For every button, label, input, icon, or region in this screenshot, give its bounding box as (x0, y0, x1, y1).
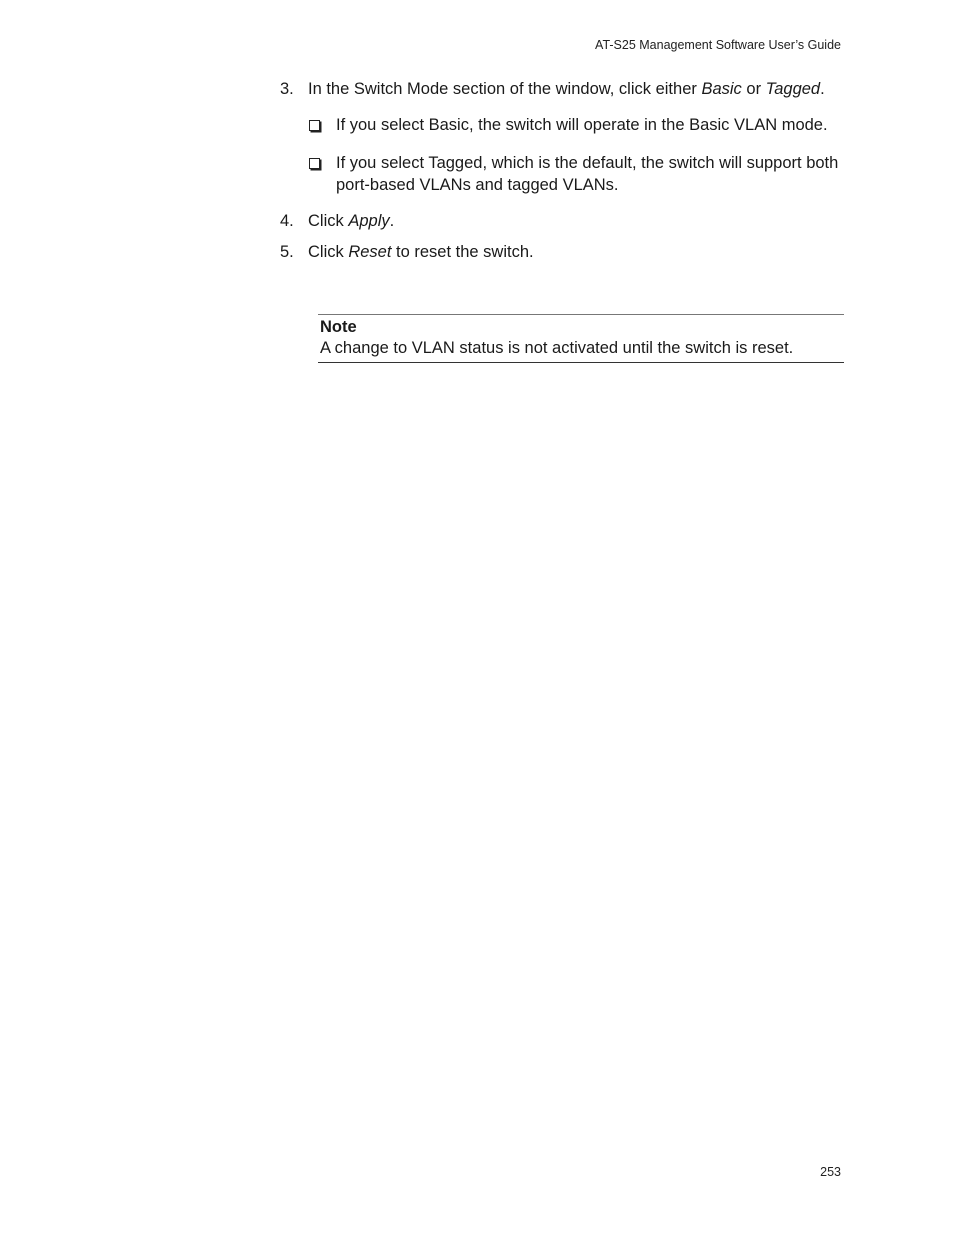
step-text-part: Click (308, 243, 349, 261)
emphasis-reset: Reset (348, 243, 392, 261)
list-item-text: If you select Basic, the switch will operate in the Basic VLAN mode. (336, 116, 828, 134)
checkbox-bullet-icon (308, 114, 336, 136)
step-text-part: . (820, 80, 825, 98)
step-3-options (308, 114, 842, 196)
checkbox-bullet-icon (308, 152, 336, 196)
step-number: 4. (280, 212, 294, 230)
step-text-part: Click (308, 212, 349, 230)
running-header: AT-S25 Management Software User’s Guide (595, 38, 841, 52)
step-text (308, 241, 842, 263)
step-text (308, 210, 842, 232)
note-box (318, 314, 844, 363)
step-3 (280, 78, 842, 100)
step-text (308, 78, 842, 100)
step-text-part: or (741, 80, 766, 98)
page-number: 253 (820, 1165, 841, 1179)
step-number: 5. (280, 243, 294, 261)
procedure-steps (280, 78, 842, 272)
step-text-part: . (389, 212, 395, 230)
step-4 (280, 210, 842, 232)
list-item (308, 152, 842, 196)
emphasis-basic: Basic (701, 80, 742, 98)
list-item (308, 114, 842, 136)
emphasis-tagged: Tagged (765, 80, 821, 98)
note-title: Note (320, 318, 357, 336)
step-text-part: to reset the switch. (391, 243, 534, 261)
step-5 (280, 241, 842, 263)
emphasis-apply: Apply (348, 212, 390, 230)
list-item-text: If you select Tagged, which is the default, the switch will support both port-based VLANs and tagged VLANs. (336, 154, 839, 194)
step-text-part: In the Switch Mode section of the window, click either (308, 80, 702, 98)
step-number: 3. (280, 80, 294, 98)
note-text: A change to VLAN status is not activated until the switch is reset. (320, 339, 794, 357)
